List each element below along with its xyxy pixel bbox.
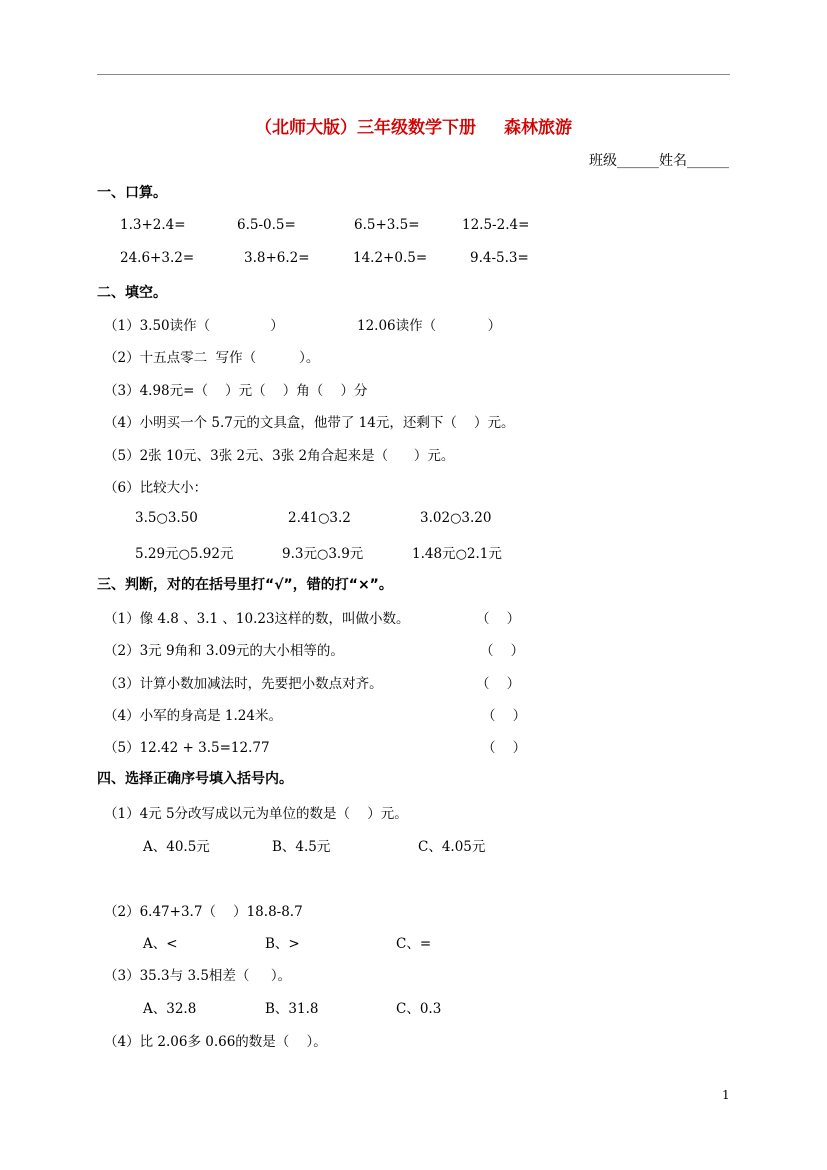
section-2-heading: 二、填空。 [97,285,167,301]
compare-item: 1.48元○2.1元 [412,546,502,562]
compare-item: 2.41○3.2 [288,510,351,526]
calc-item: 6.5+3.5= [354,217,420,233]
calc-item: 9.4-5.3= [470,250,529,266]
choice-option: C、= [396,936,432,952]
judge-item: （2）3元 9角和 3.09元的大小相等的。 [104,643,344,659]
fill-question-1b: 12.06读作（ ） [357,318,502,334]
judge-bracket: （ ） [482,740,527,756]
section-3-heading: 三、判断，对的在括号里打“√”，错的打“×”。 [97,577,393,593]
page-number: 1 [722,1088,730,1102]
compare-item: 3.5○3.50 [135,510,198,526]
judge-item: （4）小军的身高是 1.24米。 [104,708,282,724]
fill-question-5: （5）2张 10元、3张 2元、3张 2角合起来是（ ）元。 [104,448,455,464]
title-sub: 森林旅游 [504,118,572,138]
class-name-line: 班级______姓名______ [589,153,729,169]
judge-bracket: （ ） [476,611,521,627]
fill-question-4: （4）小明买一个 5.7元的文具盒，他带了 14元，还剩下（ ）元。 [104,415,515,431]
choice-option: B、4.5元 [272,839,331,855]
judge-item: （1）像 4.8 、3.1 、10.23这样的数，叫做小数。 [104,611,410,627]
judge-item: （3）计算小数加减法时，先要把小数点对齐。 [104,676,383,692]
judge-bracket: （ ） [480,643,525,659]
calc-item: 3.8+6.2= [244,250,310,266]
judge-bracket: （ ） [482,708,527,724]
page-title [0,113,827,138]
fill-question-6: （6）比较大小： [104,480,208,496]
compare-item: 3.02○3.20 [420,510,492,526]
section-4-heading: 四、选择正确序号填入括号内。 [97,771,293,787]
choice-option: B、> [265,936,300,952]
choice-option: A、32.8 [143,1001,197,1017]
choice-question-4: （4）比 2.06多 0.66的数是（ ）。 [104,1034,327,1050]
choice-question-1: （1）4元 5分改写成以元为单位的数是（ ）元。 [104,806,408,822]
choice-option: C、4.05元 [418,839,486,855]
choice-option: C、0.3 [396,1001,442,1017]
choice-question-3: （3）35.3与 3.5相差（ ）。 [104,968,292,984]
fill-question-2: （2）十五点零二 写作（ ）。 [104,350,320,366]
title-main: （北师大版）三年级数学下册 [255,118,476,138]
choice-option: A、< [143,936,178,952]
fill-question-3: （3）4.98元=（ ）元（ ）角（ ）分 [104,383,368,399]
choice-option: B、31.8 [265,1001,319,1017]
judge-bracket: （ ） [476,676,521,692]
compare-item: 5.29元○5.92元 [135,546,234,562]
compare-item: 9.3元○3.9元 [282,546,364,562]
header-rule [97,74,730,75]
choice-question-2: （2）6.47+3.7（ ）18.8-8.7 [104,904,303,920]
judge-item: （5）12.42 + 3.5=12.77 [104,740,270,756]
calc-item: 24.6+3.2= [120,250,195,266]
calc-item: 6.5-0.5= [237,217,296,233]
choice-option: A、40.5元 [143,839,210,855]
calc-item: 12.5-2.4= [462,217,530,233]
calc-item: 14.2+0.5= [353,250,428,266]
calc-item: 1.3+2.4= [120,217,186,233]
section-1-heading: 一、口算。 [97,185,167,201]
fill-question-1a: （1）3.50读作（ ） [104,318,284,334]
